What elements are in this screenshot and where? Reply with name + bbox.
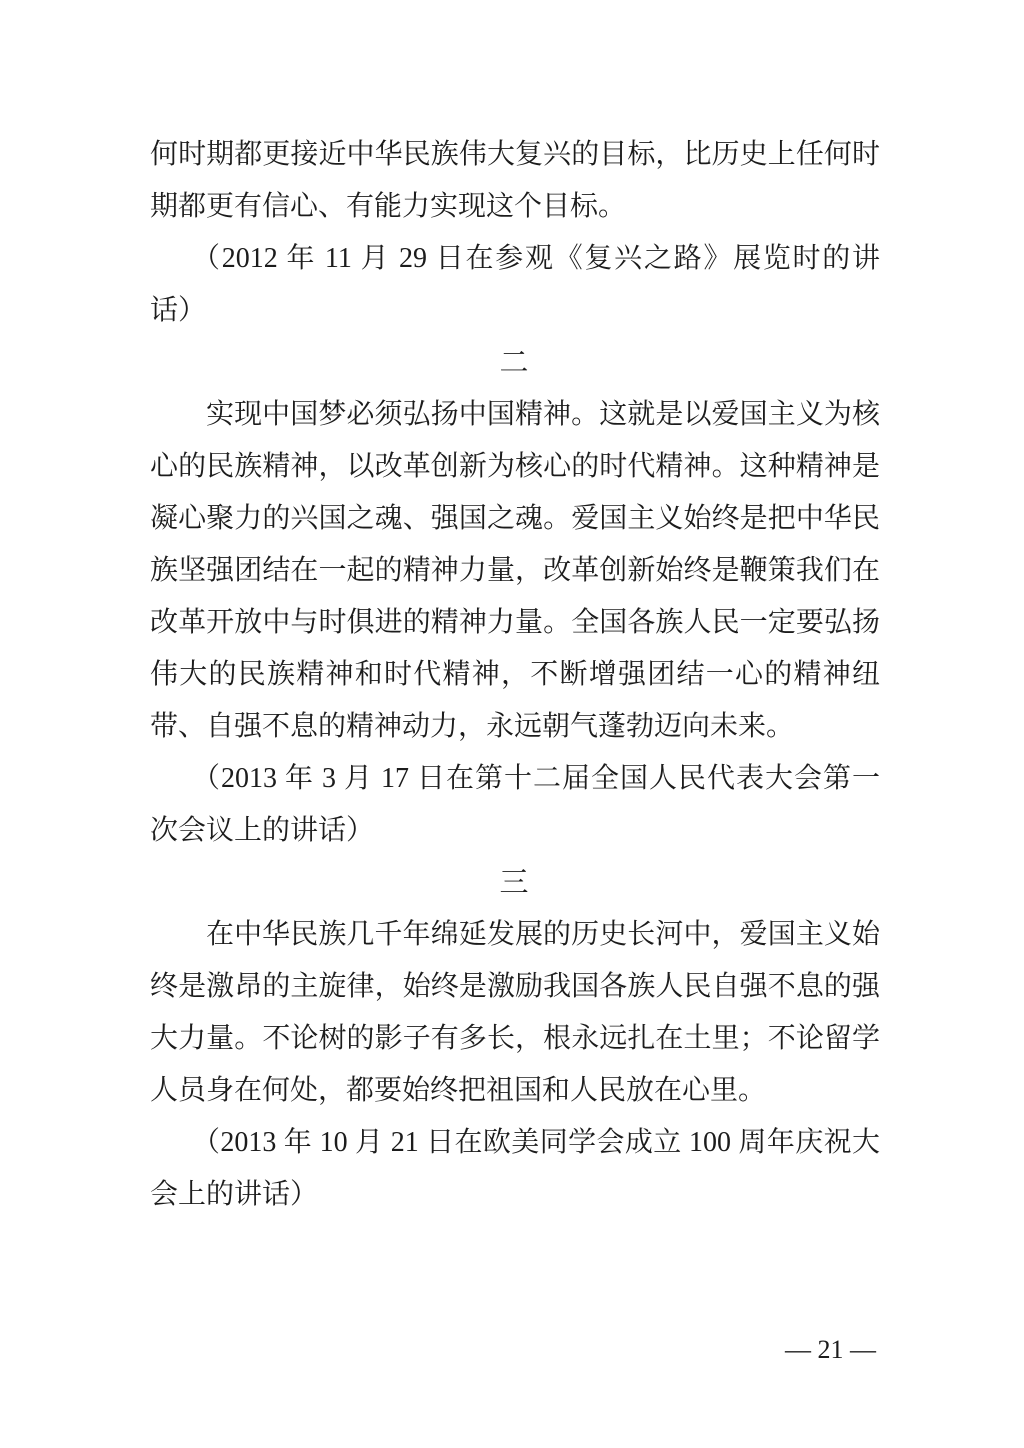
section-heading-two: 二	[499, 347, 531, 379]
section-heading-three: 三	[499, 867, 531, 899]
paragraph-section-two: 实现中国梦必须弘扬中国精神。这就是以爱国主义为核心的民族精神，以改革创新为核心的时代精神。这种精神是凝心聚力的兴国之魂、强国之魂。爱国主义始终是把中华民族坚强团结在一起的精神力量，改革创新始终是鞭策我们在改革开放中与时俱进的精神力量。全国各族人民一定要弘扬伟大的民族精神和时代精神，不断增强团结一心的精神纽带、自强不息的精神动力，永远朝气蓬勃迈向未来。	[150, 399, 880, 742]
paragraph-section-three: 在中华民族几千年绵延发展的历史长河中，爱国主义始终是激昂的主旋律，始终是激励我国各族人民自强不息的强大力量。不论树的影子有多长，根永远扎在土里；不论留学人员身在何处，都要始终把祖国和人民放在心里。	[150, 919, 880, 1106]
citation-source-3: （2013 年 10 月 21 日在欧美同学会成立 100 周年庆祝大会上的讲话）	[150, 1127, 880, 1210]
citation-source-2: （2013 年 3 月 17 日在第十二届全国人民代表大会第一次会议上的讲话）	[150, 763, 880, 846]
citation-source-1: （2012 年 11 月 29 日在参观《复兴之路》展览时的讲话）	[150, 243, 880, 326]
page-number: — 21 —	[785, 1335, 876, 1364]
paragraph-continuation: 何时期都更接近中华民族伟大复兴的目标，比历史上任何时期都更有信心、有能力实现这个目标。	[150, 139, 880, 222]
page-content	[150, 129, 880, 1221]
